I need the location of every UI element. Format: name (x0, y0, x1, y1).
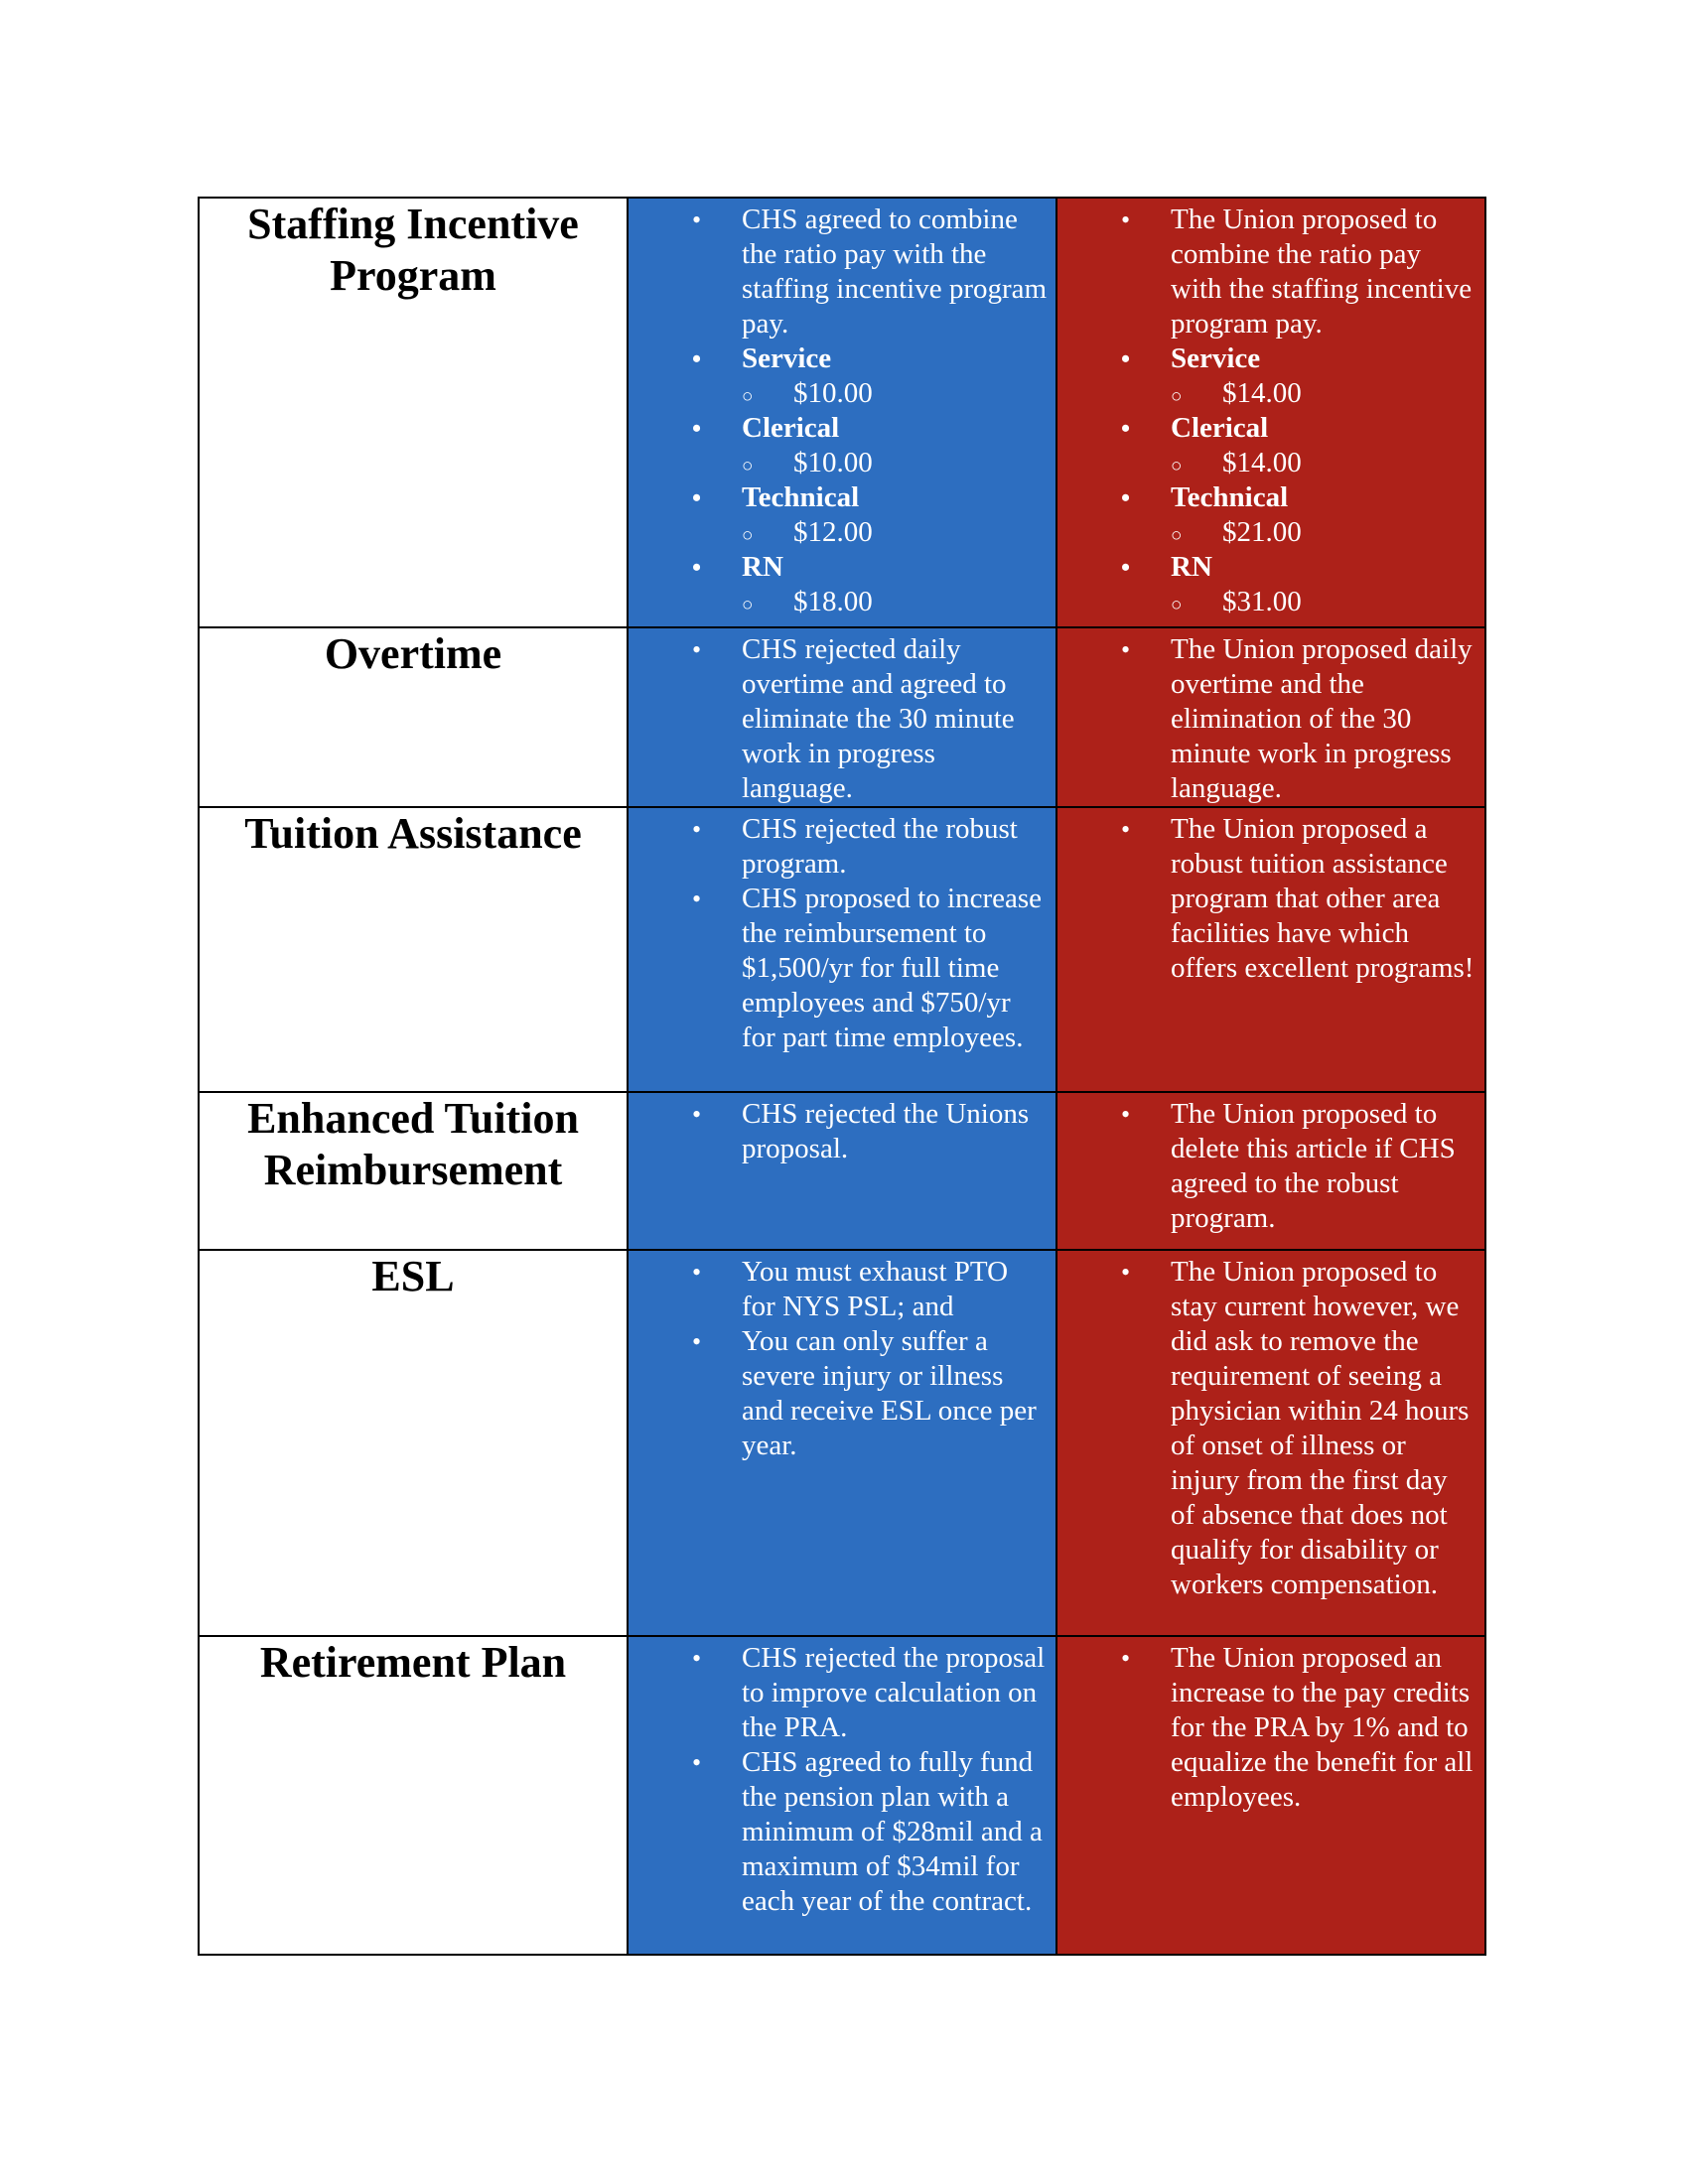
table-row (199, 807, 1485, 1092)
chs-position-cell (628, 627, 1056, 807)
list-item: • CHS rejected the robust program. (629, 812, 1048, 882)
rate-value: ○ $21.00 (1171, 515, 1477, 550)
union-position-cell (1056, 198, 1485, 627)
list-item: • The Union proposed to combine the ratio pay with the staffing incentive program pay. (1057, 203, 1477, 341)
union-position-cell (1056, 807, 1485, 1092)
list-item: • CHS rejected the Unions proposal. (629, 1097, 1048, 1166)
list-item: • CHS rejected the proposal to improve calculation on the PRA. (629, 1641, 1048, 1745)
list-item (629, 480, 1048, 550)
table-row (199, 627, 1485, 807)
list-item: • The Union proposed to delete this article if CHS agreed to the robust program. (1057, 1097, 1477, 1236)
list-item (1057, 411, 1477, 480)
chs-position-cell (628, 1636, 1056, 1955)
chs-position-cell (628, 807, 1056, 1092)
list-item (629, 341, 1048, 411)
list-item: • CHS proposed to increase the reimbursement to $1,500/yr for full time employees and $750/yr for part time employees. (629, 882, 1048, 1055)
list-item: • You can only suffer a severe injury or illness and receive ESL once per year. (629, 1324, 1048, 1463)
topic-cell: ESL (199, 1250, 628, 1636)
rate-value: ○ $10.00 (742, 376, 1048, 411)
list-item (629, 550, 1048, 619)
list-item: • You must exhaust PTO for NYS PSL; and (629, 1255, 1048, 1324)
rate-value: ○ $10.00 (742, 446, 1048, 480)
category-label: Clerical (742, 412, 840, 444)
topic-cell: Tuition Assistance (199, 807, 628, 1092)
category-label: RN (1171, 551, 1212, 583)
table-row (199, 1250, 1485, 1636)
topic-cell: Enhanced Tuition Reimbursement (199, 1092, 628, 1250)
list-item: • The Union proposed daily overtime and the elimination of the 30 minute work in progress language. (1057, 632, 1477, 806)
list-item (1057, 341, 1477, 411)
category-label: Technical (1171, 481, 1289, 513)
rate-value: ○ $14.00 (1171, 376, 1477, 411)
rate-value: ○ $14.00 (1171, 446, 1477, 480)
table-row (199, 1636, 1485, 1955)
list-item: • CHS agreed to fully fund the pension plan with a minimum of $28mil and a maximum of $34mil for each year of the contract. (629, 1745, 1048, 1919)
list-item: • The Union proposed an increase to the pay credits for the PRA by 1% and to equalize the benefit for all employees. (1057, 1641, 1477, 1815)
category-label: Technical (742, 481, 860, 513)
list-item (1057, 550, 1477, 619)
category-label: Service (1171, 342, 1261, 374)
union-position-cell (1056, 1250, 1485, 1636)
list-item: • The Union proposed a robust tuition assistance program that other area facilities have which offers excellent programs! (1057, 812, 1477, 986)
union-position-cell (1056, 1636, 1485, 1955)
union-position-cell (1056, 1092, 1485, 1250)
list-item: • CHS agreed to combine the ratio pay with the staffing incentive program pay. (629, 203, 1048, 341)
list-item: • The Union proposed to stay current however, we did ask to remove the requirement of seeing a physician within 24 hours of onset of illness or injury from the first day of absence that does not qualify for disability or workers compensation. (1057, 1255, 1477, 1602)
topic-cell: Overtime (199, 627, 628, 807)
topic-cell: Staffing Incentive Program (199, 198, 628, 627)
topic-cell: Retirement Plan (199, 1636, 628, 1955)
category-label: RN (742, 551, 783, 583)
chs-position-cell (628, 1092, 1056, 1250)
rate-value: ○ $18.00 (742, 585, 1048, 619)
chs-position-cell (628, 1250, 1056, 1636)
rate-value: ○ $31.00 (1171, 585, 1477, 619)
list-item (629, 411, 1048, 480)
chs-position-cell (628, 198, 1056, 627)
rate-value: ○ $12.00 (742, 515, 1048, 550)
union-position-cell (1056, 627, 1485, 807)
category-label: Service (742, 342, 832, 374)
category-label: Clerical (1171, 412, 1269, 444)
list-item (1057, 480, 1477, 550)
table-row (199, 198, 1485, 627)
comparison-table (198, 197, 1486, 1956)
table-row (199, 1092, 1485, 1250)
list-item: • CHS rejected daily overtime and agreed to eliminate the 30 minute work in progress language. (629, 632, 1048, 806)
